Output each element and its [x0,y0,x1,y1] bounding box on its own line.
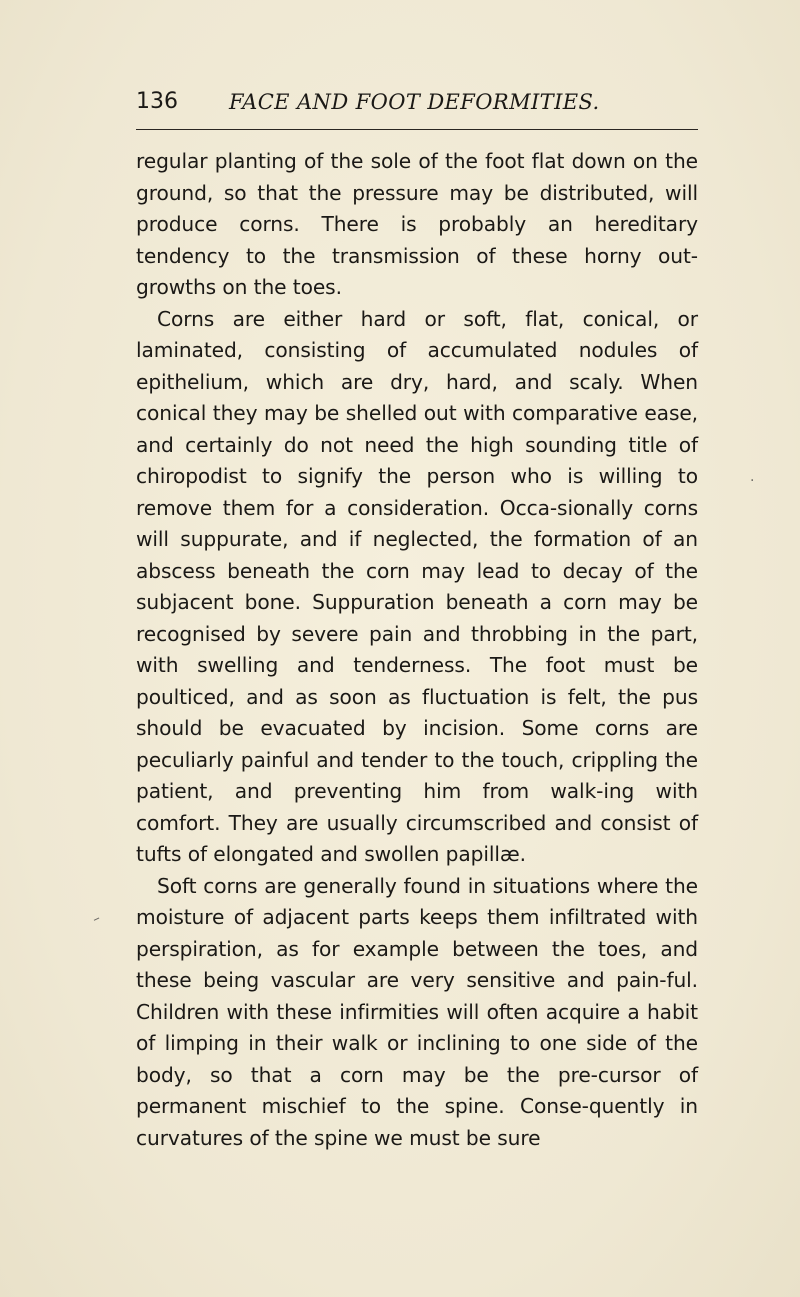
header-rule [136,129,698,130]
running-title: FACE AND FOOT DEFORMITIES. [229,90,600,114]
paragraph-3: Soft corns are generally found in situations where the moisture of adjacent parts keeps them infiltrated with perspiration, as for example between the toes, and these being vascular are very sensitive and pain-ful. Children with these infirmities will often acquire a habit of limping in their walk or inclining to one side of the body, so that a corn may be the pre-cursor of permanent mischief to the spine. Conse-quently in curvatures of the spine we must be sure [136,873,698,1150]
body-text [136,146,698,1154]
page-header [136,88,698,124]
page-number: 136 [136,89,178,114]
margin-speck: · [750,473,755,489]
paragraph-2: Corns are either hard or soft, flat, conical, or laminated, consisting of accumulated nodules of epithelium, which are dry, hard, and scaly. When conical they may be shelled out with comparative ease, and certainly do not need the high sounding title of chiropodist to signify the person who is willing to remove them for a consideration. Occa-sionally corns will suppurate, and if neglected, the formation of an abscess beneath the corn may lead to decay of the subjacent bone. Suppuration beneath a corn may be recognised by severe pain and throbbing in the part, with swelling and tenderness. The foot must be poulticed, and as soon as fluctuation is felt, the pus should be evacuated by incision. Some corns are peculiarly painful and tender to the touch, crippling the patient, and preventing him from walk-ing with comfort. They are usually circumscribed and consist of tufts of elongated and swollen papillæ. [136,306,698,866]
margin-speck: – [89,910,104,928]
paragraph-1: regular planting of the sole of the foot flat down on the ground, so that the pressure may be distributed, will produce corns. There is probably an hereditary tendency to the transmission of these horny out-growths on the toes. [136,149,698,299]
